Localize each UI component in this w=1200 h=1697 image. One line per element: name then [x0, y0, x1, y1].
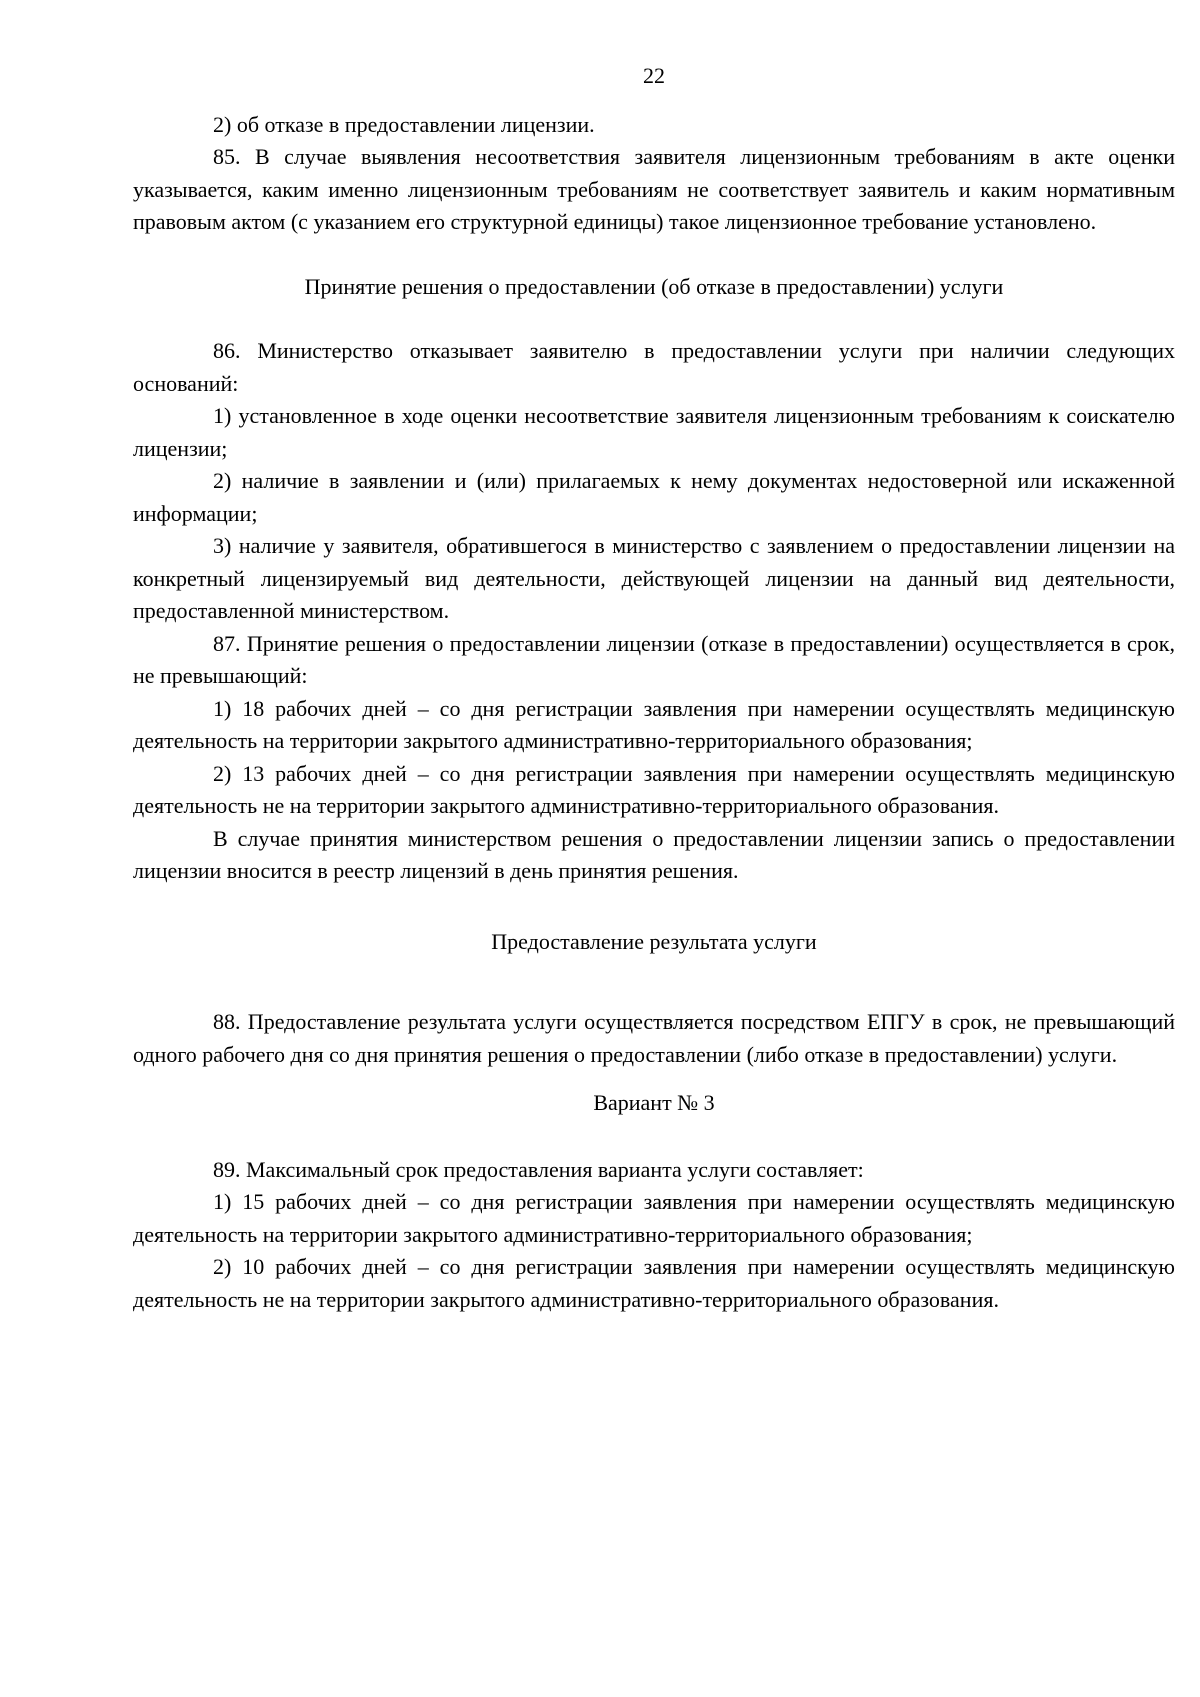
paragraph: 86. Министерство отказывает заявителю в предоставлении услуги при наличии следующих оснований: — [133, 338, 1175, 396]
paragraph: 88. Предоставление результата услуги осуществляется посредством ЕПГУ в срок, не превышающий одного рабочего дня со дня принятия решения о предоставлении (либо отказе в предоставлении) услуги. — [133, 1009, 1175, 1067]
paragraph: 1) установленное в ходе оценки несоответствие заявителя лицензионным требованиям к соискателю лицензии; — [133, 403, 1175, 461]
section-heading: Принятие решения о предоставлении (об отказе в предоставлении) услуги — [304, 273, 1004, 299]
section-heading: Предоставление результата услуги — [491, 928, 817, 954]
paragraph: 3) наличие у заявителя, обратившегося в министерство с заявлением о предоставлении лицензии на конкретный лицензируемый вид деятельности, действующей лицензии на данный вид деятельности, предоставленной министерством. — [133, 533, 1175, 623]
paragraph: 2) 13 рабочих дней – со дня регистрации заявления при намерении осуществлять медицинскую деятельность не на территории закрытого административно-территориального образования. — [133, 760, 1175, 818]
paragraph: В случае принятия министерством решения о предоставлении лицензии запись о предоставлении лицензии вносится в реестр лицензий в день принятия решения. — [133, 825, 1175, 883]
document-body — [133, 109, 1175, 1317]
paragraph: 87. Принятие решения о предоставлении лицензии (отказе в предоставлении) осуществляется в срок, не превышающий: — [133, 630, 1175, 688]
paragraph: 2) об отказе в предоставлении лицензии. — [213, 111, 595, 137]
page-number: 22 — [643, 63, 665, 88]
paragraph: 89. Максимальный срок предоставления варианта услуги составляет: — [213, 1156, 864, 1182]
paragraph: 2) наличие в заявлении и (или) прилагаемых к нему документах недостоверной или искаженной информации; — [133, 468, 1175, 526]
paragraph: 85. В случае выявления несоответствия заявителя лицензионным требованиям в акте оценки указывается, каким именно лицензионным требованиям не соответствует заявитель и каким нормативным правовым актом (с указанием его структурной единицы) такое лицензионное требование установлено. — [133, 144, 1175, 234]
paragraph: 1) 15 рабочих дней – со дня регистрации заявления при намерении осуществлять медицинскую деятельность на территории закрытого административно-территориального образования; — [133, 1189, 1175, 1247]
paragraph: 2) 10 рабочих дней – со дня регистрации заявления при намерении осуществлять медицинскую деятельность не на территории закрытого административно-территориального образования. — [133, 1254, 1175, 1312]
paragraph: 1) 18 рабочих дней – со дня регистрации заявления при намерении осуществлять медицинскую деятельность на территории закрытого административно-территориального образования; — [133, 695, 1175, 753]
section-heading: Вариант № 3 — [593, 1090, 715, 1115]
